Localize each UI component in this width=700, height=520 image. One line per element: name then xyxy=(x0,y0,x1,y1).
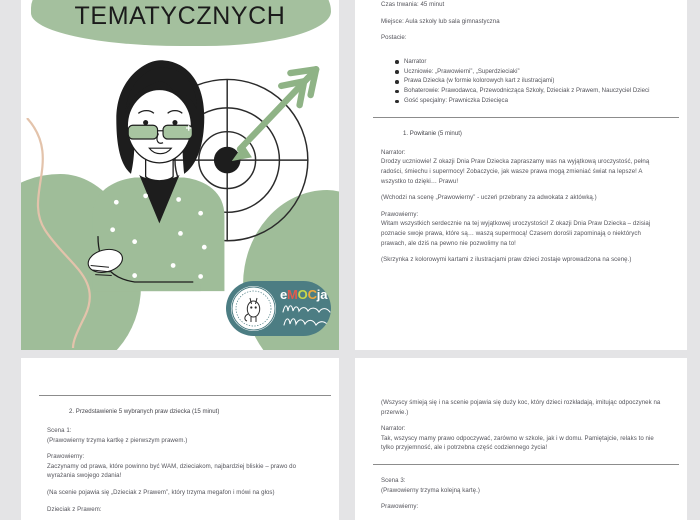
signature-icon xyxy=(280,301,331,329)
section-heading-1: 1. Powitanie (5 minut) xyxy=(403,129,462,137)
section-divider xyxy=(373,117,679,118)
brand-letter-e: e xyxy=(280,287,288,302)
document-body-4 xyxy=(355,358,687,520)
llama-logo-icon xyxy=(231,286,276,331)
brand-letter-ja: ja xyxy=(316,287,328,302)
stage-direction-6: (Prawowierny trzyma kolejną kartę.) xyxy=(381,486,480,494)
document-body-3 xyxy=(21,358,339,520)
stage-direction-4: (Na scenie pojawia się „Dzieciak z Prawem”, który trzyma megafon i mówi na głos) xyxy=(47,488,275,496)
list-item: Gość specjalny: Prawniczka Dziecięca xyxy=(395,96,661,106)
scene-label-1: Scena 1: xyxy=(47,427,72,434)
characters-list xyxy=(395,57,661,106)
document-page-4[interactable] xyxy=(355,358,687,520)
section-divider xyxy=(39,395,331,396)
dialogue-narrator: Drodzy uczniowie! Z okazji Dnia Praw Dziecka zapraszamy was na wyjątkową uroczystość, pełną radości, śmiechu i supermocy! Zobaczycie, jak wasze prawa mogą zmieniać świat na lepsze! A wszystko to dzięki… Prawu! xyxy=(381,158,650,185)
speaker-prawowierny: Prawowierny: xyxy=(381,210,419,218)
document-page-cover[interactable] xyxy=(21,0,339,350)
list-item: Prawa Dziecka (w formie kolorowych kart z ilustracjami) xyxy=(395,76,661,86)
list-item: Narrator xyxy=(395,57,661,67)
stage-direction-1: (Wchodzi na scenę „Prawowierny” - uczeń przebrany za adwokata z aktówką.) xyxy=(381,194,597,202)
text-duration: Czas trwania: 45 minut xyxy=(381,1,445,8)
brand-letter-c: C xyxy=(307,287,317,302)
brand-badge xyxy=(226,281,331,336)
cover-illustration xyxy=(21,42,339,302)
document-page-3[interactable] xyxy=(21,358,339,520)
speaker-dzieciak: Dzieciak z Prawem: xyxy=(47,505,102,513)
document-page-2[interactable] xyxy=(355,0,687,350)
section-heading-2: 2. Przedstawienie 5 wybranych praw dziecka (15 minut) xyxy=(69,408,220,415)
section-divider xyxy=(373,464,679,465)
scene-label-3: Scena 3: xyxy=(381,476,406,484)
brand-letter-o: O xyxy=(297,287,308,302)
stage-direction-3: (Prawowierny trzyma kartkę z pierwszym prawem.) xyxy=(47,436,188,444)
document-body-2 xyxy=(355,0,687,350)
cover-artwork xyxy=(21,0,339,350)
stage-direction-2: (Skrzynka z kolorowymi kartami z ilustracjami praw dzieci zostaje wprowadzona na scenę.) xyxy=(381,256,632,264)
text-characters-label: Postacie: xyxy=(381,34,407,42)
brand-letter-m: M xyxy=(287,287,298,302)
speaker-narrator: Narrator: xyxy=(381,425,406,433)
brand-wordmark xyxy=(280,288,331,329)
speaker-narrator: Narrator: xyxy=(381,148,406,156)
dialogue-prawowierny: Witam wszystkich serdecznie na tej wyjątkowej uroczystości! Z okazji Dnia Praw Dziecka – dzisiaj poznacie swoje prawa, które są… waszą supermocą! Czasem dorośli zapominają o niektórych prawach, ale dziś na pewno nie pozwolimy na to! xyxy=(381,220,651,247)
speaker-prawowierny: Prawowierny: xyxy=(381,503,419,511)
page-title: TEMATYCZNYCH xyxy=(74,2,286,30)
brand-name xyxy=(280,288,331,301)
list-item: Bohaterowie: Prawodawca, Przewodnicząca Szkoły, Dzieciak z Prawem, Nauczyciel Dzieci xyxy=(395,86,661,96)
stage-direction-5: (Wszyscy śmieją się i na scenie pojawia się duży koc, który dzieci rozkładają, imitując odpoczynek na przerwie.) xyxy=(381,399,661,416)
dialogue-prawowierny: Zaczynamy od prawa, które powinno być WAM, dzieciakom, najbardziej bliskie – prawo do wyrażania swojego zdania! xyxy=(47,462,297,480)
speaker-prawowierny: Prawowierny: xyxy=(47,453,85,461)
dialogue-narrator: Tak, wszyscy mamy prawo odpoczywać, zarówno w szkole, jak i w domu. Pamiętajcie, relaks to nie tylko przyjemność, ale i potrzebna część codziennego życia! xyxy=(381,434,654,452)
text-location: Miejsce: Aula szkoły lub sala gimnastyczna xyxy=(381,17,500,25)
list-item: Uczniowie: „Prawowierni”, „Superdzieciaki” xyxy=(395,67,661,77)
